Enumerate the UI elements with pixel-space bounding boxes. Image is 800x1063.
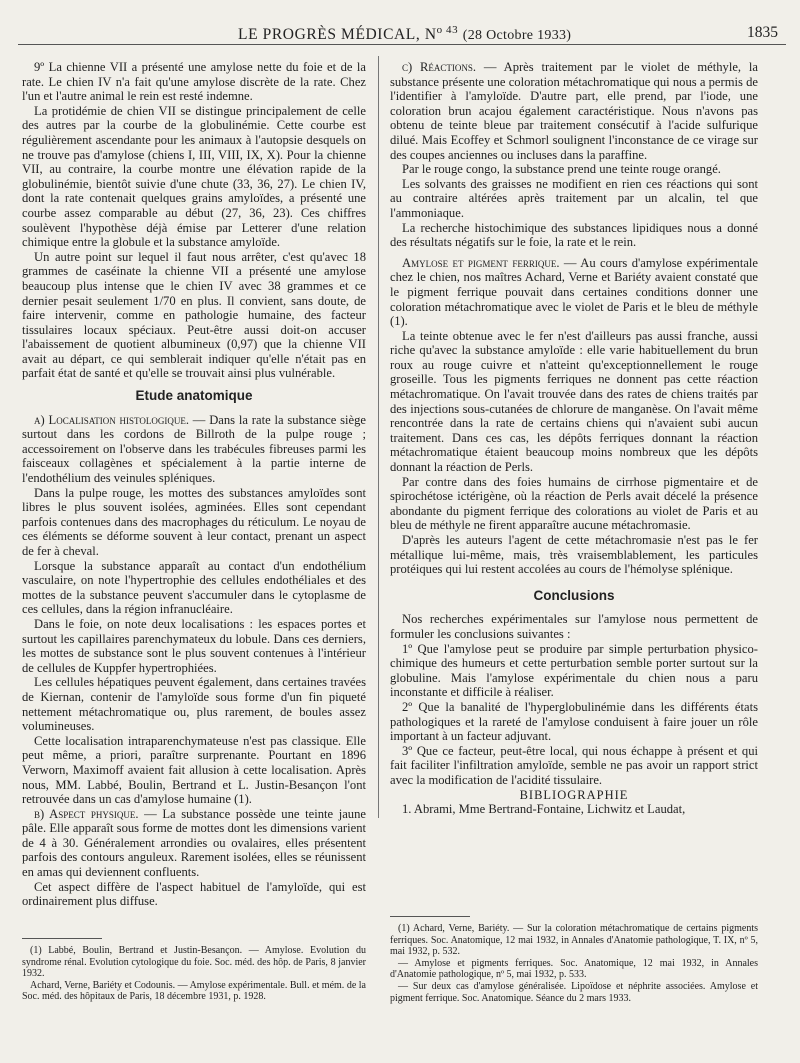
header-rule xyxy=(18,44,786,45)
paragraph: Un autre point sur lequel il faut nous arrêter, c'est qu'avec 18 grammes de caséinate la chienne VII a présenté une amylose beaucoup plus intense que le chien IV avec 38 grammes et ce dernier pesait seulement 1/70 en plus. Il convient, sans doute, de faire intervenir, comme en pathologie humaine, des facteur tissulaires locaux spéciaux. Peut-être aussi doit-on accuser l'abaissement de quotient albumineux (0,97) que la chienne VII avait au départ, ce qui semblerait indiquer qu'elle n'était pas en parfait état de santé et qu'elle se trouvait ainsi plus vulnérable. xyxy=(22,249,366,381)
paragraph: La teinte obtenue avec le fer n'est d'ailleurs pas aussi franche, aussi riche qu'avec la substance amyloïde : elle varie habituellement du brun roux au rouge cuivre et n'atteint qu'exceptionnellement le rouge groseille. Tous les pigments ferriques ne donnent pas cette réaction métachromatique. On l'avait trouvée dans des rates de chiens traités par des injections sous-cutanées de chlorure de manganèse. On l'avait même rencontrée dans la rate de certains chiens qui n'avaient subi aucun traitement. Dans ces cas, les dépôts ferriques donnant la réaction métachromatique étaient beaucoup moins nombreux que les dépôts donnant la réaction de Perls. xyxy=(390,328,758,475)
subsection-lead: Amylose et pigment ferrique. xyxy=(402,255,560,270)
paragraph: Dans la pulpe rouge, les mottes des substances amyloïdes sont libres le plus souvent isolées, agminées. Elles sont cependant parfois contenues dans des macrophages du réticulum. Le noyau de ces éléments se déforme souvent à leur contact, prenant un aspect de fer à cheval. xyxy=(22,485,366,558)
paragraph: Les solvants des graisses ne modifient en rien ces réactions qui sont au contraire altérées après traitement par un alcalin, tel que l'ammoniaque. xyxy=(390,176,758,220)
footnote: — Sur deux cas d'amylose généralisée. Lipoïdose et néphrite associées. Amylose et pigment ferrique. Soc. Anatomique. Séance du 2 mars 1933. xyxy=(390,980,758,1004)
paragraph: 3º Que ce facteur, peut-être local, qui nous échappe à présent et qui fait faciliter l'infiltration amyloïde, semble ne pas avoir un rapport strict avec la modification de l'acidité tissulaire. xyxy=(390,743,758,787)
paragraph: b) Aspect physique. — La substance possède une teinte jaune pâle. Elle apparaît sous forme de mottes dont les dimensions varient de 4 à 30. Généralement arrondies ou ovalaires, elles présentent parfois des contours anguleux. Rarement isolées, elles se réunissent en amas qui deviennent confluents. xyxy=(22,806,366,880)
paragraph: Cette localisation intraparenchymateuse n'est pas classique. Elle peut même, a priori, paraître surprenante. Pourtant en 1896 Verworn, Maximoff avaient fait allusion à cette localisation. Après nous, MM. Labbé, Boulin, Bertrand et L. Justin-Besançon l'ont retrouvée dans un cas d'amylose humaine (1). xyxy=(22,733,366,807)
page-number: 1835 xyxy=(747,24,778,41)
issue-number: o 43 xyxy=(436,24,459,36)
paragraph: Les cellules hépatiques peuvent également, dans certaines travées de Kiernan, contenir de l'amyloïde sous forme d'un fin piqueté nettement métachromatique ou, plus rarement, de boules assez volumineuses. xyxy=(22,675,366,734)
paragraph: 2º Que la banalité de l'hyperglobulinémie dans les différents états pathologiques et la rareté de l'amylose conduisent à faire jouer un rôle important à un facteur adjuvant. xyxy=(390,699,758,744)
paragraph: Amylose et pigment ferrique. — Au cours d'amylose expérimentale chez le chien, nos maîtres Achard, Verne et Bariéty avaient constaté que le pigment ferrique pouvait dans certaines conditions donner une coloration métachromatique avec le violet de Paris et le bleu de méthyle (1). xyxy=(390,255,759,329)
right-column xyxy=(390,60,758,817)
paragraph: c) Réactions. — Après traitement par le violet de méthyle, la substance présente une coloration métachromatique qui nous a permis de l'identifier à l'amyloïde. D'autre part, elle prend, par l'iode, une coloration brun acajou également caractéristique. Nous n'avons pas obtenu de teinte bleue par traitement consécutif à l'acide sulfurique dilué. Mais Ecoffey et Schmorl soulignent l'inconstance de ce virage sur des coupes anciennes ou incluses dans la paraffine. xyxy=(390,60,758,162)
paragraph: Par le rouge congo, la substance prend une teinte rouge orangé. xyxy=(402,162,721,177)
subsection-lead: c) Réactions. xyxy=(402,60,477,74)
subsection-lead: a) Localisation histologique. xyxy=(34,412,189,427)
paragraph: 9º La chienne VII a présenté une amylose nette du foie et de la rate. Le chien IV n'a fait qu'une amylose discrète de la rate. Chez l'un et l'autre animal le rein est resté indemne. xyxy=(22,60,366,104)
paragraph: Lorsque la substance apparaît au contact d'un endothélium vasculaire, on note l'hypertrophie des cellules endothéliales et des mottes de la substance peuvent s'accumuler dans le cytoplasme de ces cellules, dans la région infranucléaire. xyxy=(22,558,366,617)
bibliography-heading: BIBLIOGRAPHIE xyxy=(519,787,629,802)
journal-title: LE PROGRÈS MÉDICAL, $N^{o 43}$ (28 Octobre 1933) xyxy=(238,24,572,44)
bibliography-entry: 1. Abrami, Mme Bertrand-Fontaine, Lichwitz et Laudat, xyxy=(402,802,686,817)
paragraph: La protidémie de chien VII se distingue principalement de celle des autres par la courbe de la globulinémie. Cette courbe est régulièrement ascendante pour les animaux à l'autopsie desquels on ne trouve pas d'amylose (chiens I, III, VIII, IX, X). Pour la chienne VII, au contraire, la courbe montre une élévation rapide de la globulinémie, bientôt suivie d'une chute (33, 36, 27). Le chien IV, dont la rate contenait quelques grains amyloïdes, a présenté une courbe assez comparable au début (27, 36, 23). Ces chiffres soulèvent l'hypothèse déjà émise par Letterer d'une relation chimique entre la globule et la substance amyloïde. xyxy=(22,103,366,250)
footnote: Achard, Verne, Bariéty et Codounis. — Amylose expérimentale. Bull. et mém. de la Soc. méd. des hôpitaux de Paris, 18 décembre 1931, p. 1928. xyxy=(22,979,366,1003)
footnote-rule xyxy=(390,916,470,917)
paragraph: D'après les auteurs l'agent de cette métachromasie n'est pas le fer métallique lui-même, mais, très vraisemblablement, les particules protéiques qui lui restent accolées au cours de l'hémolyse splénique. xyxy=(390,533,758,577)
footnote: — Amylose et pigments ferriques. Soc. Anatomique, 12 mai 1932, in Annales d'Anatomie pathologique, nº 5, mai 1932, p. 533. xyxy=(390,957,758,981)
section-heading-etude-anatomique: Etude anatomique xyxy=(135,388,253,404)
page-header xyxy=(18,24,786,44)
paragraph: Dans le foie, on note deux localisations : les espaces portes et surtout les capillaires parenchymateux du lobule. Dans ces derniers, les mottes de substance sont le plus souvent contenues à l'intérieur de cellules de Kuppfer hypertrophiées. xyxy=(22,616,366,675)
footnote-rule xyxy=(22,938,102,939)
footnote: (1) Labbé, Boulin, Bertrand et Justin-Besançon. — Amylose. Evolution du syndrome rénal. Evolution cytologique du foie. Soc. méd. des hôp. de Paris, 8 janvier 1932. xyxy=(22,945,366,980)
paragraph: Par contre dans des foies humains de cirrhose pigmentaire et de spirochétose ictérigène, où la réaction de Perls avait décelé la présence abondante du pigment ferrique des colorations au violet de Paris et au bleu de méthyle ne firent apparaître aucune métachromasie. xyxy=(390,474,758,533)
footnotes-left xyxy=(22,938,366,1003)
subsection-lead: b) Aspect physique. xyxy=(34,806,139,821)
paragraph: 1º Que l'amylose peut se produire par simple perturbation physico-chimique des humeurs et cette perturbation semble porter surtout sur la globuline. Mais l'amylose expérimentale du chien nous a paru inconstante et difficile à réaliser. xyxy=(390,641,758,700)
paragraph: Nos recherches expérimentales sur l'amylose nous permettent de formuler les conclusions suivantes : xyxy=(390,612,758,641)
issue-date: (28 Octobre 1933) xyxy=(462,28,572,44)
paragraph: Cet aspect diffère de l'aspect habituel de l'amyloïde, qui est ordinairement plus diffuse. xyxy=(22,879,366,909)
left-column xyxy=(22,60,366,909)
paragraph: La recherche histochimique des substances lipidiques nous a donné des résultats négatifs sur le foie, la rate et le rein. xyxy=(390,220,758,250)
footnote: (1) Achard, Verne, Bariéty. — Sur la coloration métachromatique de certains pigments ferriques. Soc. Anatomique, 12 mai 1932, in Annales d'Anatomie pathologique, T. IX, nº 5, mai 1932, p. 532. xyxy=(390,923,758,958)
section-heading-conclusions: Conclusions xyxy=(533,587,615,603)
paragraph: a) Localisation histologique. — Dans la rate la substance siège surtout dans les cordons de Billroth de la pulpe rouge ; accessoirement on l'observe dans les trabécules fibreuses parmi les faisceaux collagènes et spécialement à la partie interne de l'endothélium des veinules spléniques. xyxy=(22,412,367,486)
column-divider xyxy=(378,56,379,818)
footnotes-right xyxy=(390,916,758,1004)
